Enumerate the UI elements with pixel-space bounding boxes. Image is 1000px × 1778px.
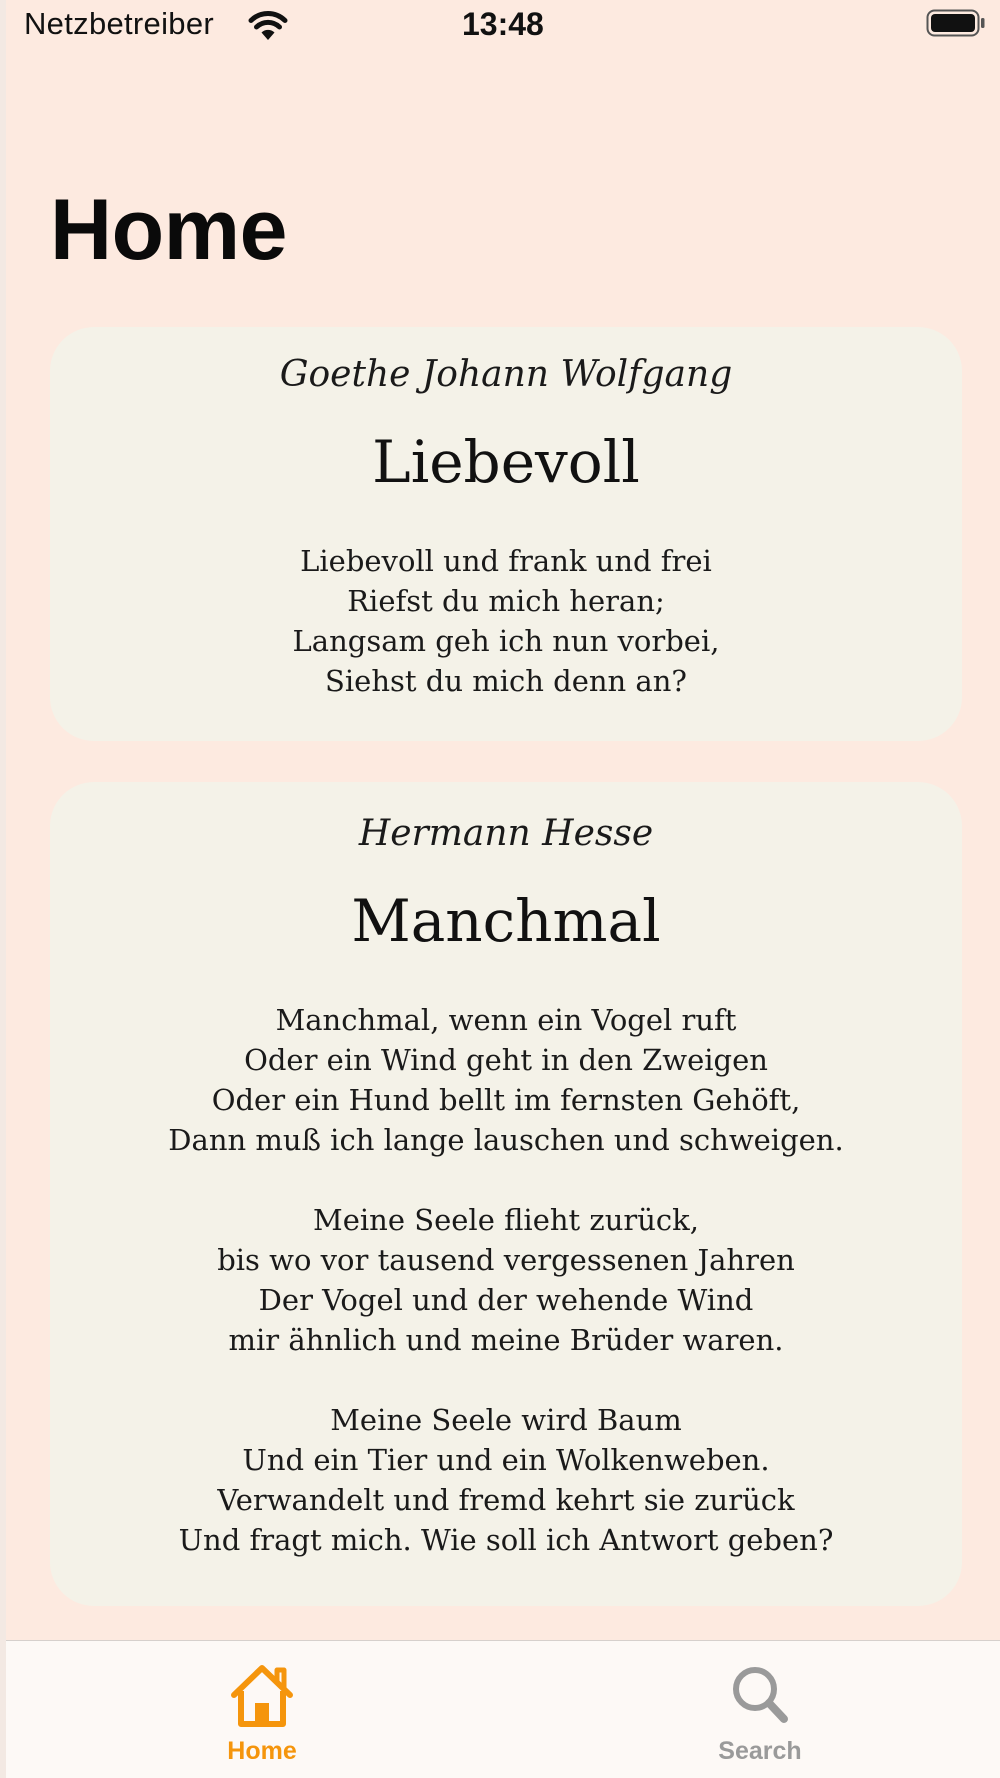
status-bar [6, 0, 1000, 50]
poem-line: Oder ein Hund bellt im fernsten Gehöft, [211, 1083, 801, 1117]
poem-line: mir ähnlich und meine Brüder waren. [228, 1323, 784, 1357]
poem-author: Goethe Johann Wolfgang [279, 354, 733, 395]
page-title: Home [50, 182, 287, 278]
poem-line: Und fragt mich. Wie soll ich Antwort geben? [178, 1523, 834, 1557]
tab-bar [6, 1640, 1000, 1778]
carrier-label: Netzbetreiber [24, 6, 214, 41]
battery-icon [926, 9, 986, 37]
poem-line: Manchmal, wenn ein Vogel ruft [275, 1003, 737, 1037]
poem-line: Verwandelt und fremd kehrt sie zurück [217, 1483, 795, 1517]
poem-line: Riefst du mich heran; [347, 584, 665, 618]
app-screen [6, 0, 1000, 1778]
tab-home-label: Home [227, 1737, 297, 1765]
poem-line: Meine Seele flieht zurück, [313, 1203, 699, 1237]
poem-line: Siehst du mich denn an? [325, 664, 687, 698]
home-icon [226, 1661, 298, 1729]
tab-home[interactable] [162, 1641, 362, 1778]
poem-title: Manchmal [351, 887, 661, 955]
wifi-icon [248, 10, 288, 42]
clock: 13:48 [462, 6, 544, 42]
poem-line: bis wo vor tausend vergessenen Jahren [217, 1243, 795, 1277]
poem-title: Liebevoll [372, 428, 640, 496]
poem-line: Und ein Tier und ein Wolkenweben. [242, 1443, 770, 1477]
poem-line: Der Vogel und der wehende Wind [258, 1283, 754, 1317]
poem-author: Hermann Hesse [358, 813, 654, 854]
poem-stanza [50, 1400, 962, 1560]
poem-line: Oder ein Wind geht in den Zweigen [244, 1043, 768, 1077]
poem-line: Liebevoll und frank und frei [300, 544, 712, 578]
tab-search[interactable] [660, 1641, 860, 1778]
tab-search-label: Search [718, 1737, 802, 1765]
poem-text [50, 1000, 962, 1560]
poem-text [50, 541, 962, 701]
poem-line: Meine Seele wird Baum [330, 1403, 682, 1437]
poem-stanza [50, 541, 962, 701]
search-icon [724, 1661, 796, 1729]
poem-line: Langsam geh ich nun vorbei, [292, 624, 720, 658]
poem-card[interactable] [50, 327, 962, 741]
poem-card[interactable] [50, 782, 962, 1606]
poem-stanza [50, 1200, 962, 1360]
poem-stanza [50, 1000, 962, 1160]
poem-line: Dann muß ich lange lauschen und schweigen. [168, 1123, 844, 1157]
